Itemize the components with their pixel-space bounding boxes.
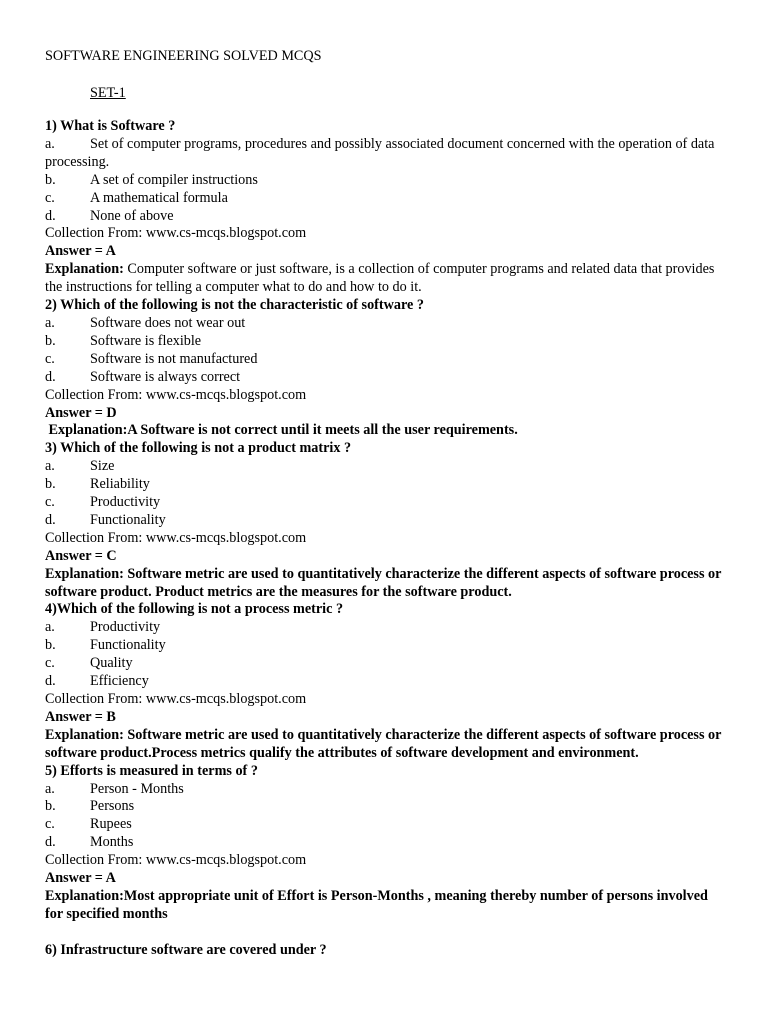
question-block (45, 763, 725, 924)
option-letter: c. (45, 816, 55, 833)
option-letter: d. (45, 834, 56, 851)
option-letter: a. (45, 619, 55, 636)
option-letter: c. (45, 350, 55, 367)
option-letter: b. (45, 171, 56, 188)
option-letter: a. (45, 135, 55, 152)
option-text: Software is flexible (90, 332, 202, 349)
collection-source: Collection From: www.cs-mcqs.blogspot.com (45, 225, 307, 242)
collection-source: Collection From: www.cs-mcqs.blogspot.com (45, 386, 307, 403)
option-text: Size (90, 458, 115, 475)
next-question-text: 6) Infrastructure software are covered under ? (45, 941, 327, 958)
option-text: Rupees (90, 816, 132, 833)
option-item (45, 494, 725, 512)
document-title: SOFTWARE ENGINEERING SOLVED MCQS (45, 48, 322, 64)
option-item (45, 673, 725, 691)
option-text: Productivity (90, 494, 161, 511)
option-item (45, 476, 725, 494)
option-item (45, 512, 725, 530)
explanation: Explanation: Software metric are used to quantitatively characterize the different aspects of software process or software product. Product metrics are the measures for the software product. (45, 565, 722, 600)
question-block (45, 440, 725, 601)
explanation: Explanation:Most appropriate unit of Effort is Person-Months , meaning thereby number of persons involved for specified months (45, 887, 708, 922)
question-text: 4)Which of the following is not a process metric ? (45, 601, 344, 618)
option-letter: d. (45, 673, 56, 690)
questions-list (45, 118, 725, 960)
option-item (45, 816, 725, 834)
collection-source: Collection From: www.cs-mcqs.blogspot.com (45, 529, 307, 546)
option-item (45, 798, 725, 816)
option-item (45, 172, 725, 190)
option-item (45, 458, 725, 476)
option-text: Person - Months (90, 780, 184, 797)
option-item (45, 637, 725, 655)
option-text: Software does not wear out (90, 314, 246, 331)
answer-line: Answer = A (45, 243, 116, 260)
collection-source: Collection From: www.cs-mcqs.blogspot.com (45, 852, 307, 869)
option-text: Quality (90, 655, 133, 672)
option-letter: a. (45, 458, 55, 475)
question-block (45, 601, 725, 762)
spacer (45, 924, 725, 942)
question-block (45, 118, 725, 297)
option-text: Months (90, 834, 134, 851)
option-text: Functionality (90, 637, 166, 654)
option-letter: b. (45, 637, 56, 654)
option-item (45, 834, 725, 852)
option-text: Efficiency (90, 673, 149, 690)
explanation-text: Computer software or just software, is a collection of computer programs and related data that provides the instructions for telling a computer what to do and how to do it. (45, 261, 715, 296)
option-text: Productivity (90, 619, 161, 636)
option-text: None of above (90, 207, 174, 224)
question-text: 1) What is Software ? (45, 118, 176, 134)
explanation-label: Explanation: (45, 261, 124, 278)
option-text: Persons (90, 798, 135, 815)
option-letter: d. (45, 511, 56, 528)
option-item (45, 619, 725, 637)
option-letter: d. (45, 368, 56, 385)
option-item (45, 333, 725, 351)
option-letter: b. (45, 476, 56, 493)
option-item (45, 136, 725, 172)
option-letter: c. (45, 494, 55, 511)
option-text: Functionality (90, 511, 166, 528)
question-text: 3) Which of the following is not a product matrix ? (45, 440, 352, 457)
answer-line: Answer = C (45, 547, 117, 564)
answer-line: Answer = B (45, 708, 116, 725)
option-item (45, 351, 725, 369)
option-item (45, 208, 725, 226)
explanation (45, 261, 725, 297)
answer-line: Answer = D (45, 404, 117, 421)
option-letter: c. (45, 655, 55, 672)
option-letter: b. (45, 332, 56, 349)
answer-line: Answer = A (45, 870, 116, 887)
question-block (45, 297, 725, 440)
option-text: Software is always correct (90, 368, 241, 385)
option-text: A mathematical formula (90, 189, 228, 206)
option-letter: d. (45, 207, 56, 224)
question-text: 2) Which of the following is not the characteristic of software ? (45, 297, 424, 314)
explanation: Explanation:A Software is not correct until it meets all the user requirements. (45, 422, 518, 439)
option-text: Software is not manufactured (90, 350, 258, 367)
explanation: Explanation: Software metric are used to quantitatively characterize the different aspects of software process or software product.Process metrics qualify the attributes of software development and environment. (45, 726, 722, 761)
option-letter: c. (45, 189, 55, 206)
option-text: A set of compiler instructions (90, 171, 258, 188)
option-text: Set of computer programs, procedures and possibly associated document concerned with the operation of data processing. (45, 135, 715, 170)
question-text: 5) Efforts is measured in terms of ? (45, 762, 258, 779)
option-letter: a. (45, 314, 55, 331)
set-label: SET-1 (90, 85, 126, 101)
option-text: Reliability (90, 476, 150, 493)
option-item (45, 369, 725, 387)
option-item (45, 315, 725, 333)
collection-source: Collection From: www.cs-mcqs.blogspot.com (45, 691, 307, 707)
option-item (45, 655, 725, 673)
option-letter: a. (45, 780, 55, 797)
option-item (45, 190, 725, 208)
option-item (45, 781, 725, 799)
option-letter: b. (45, 798, 56, 815)
